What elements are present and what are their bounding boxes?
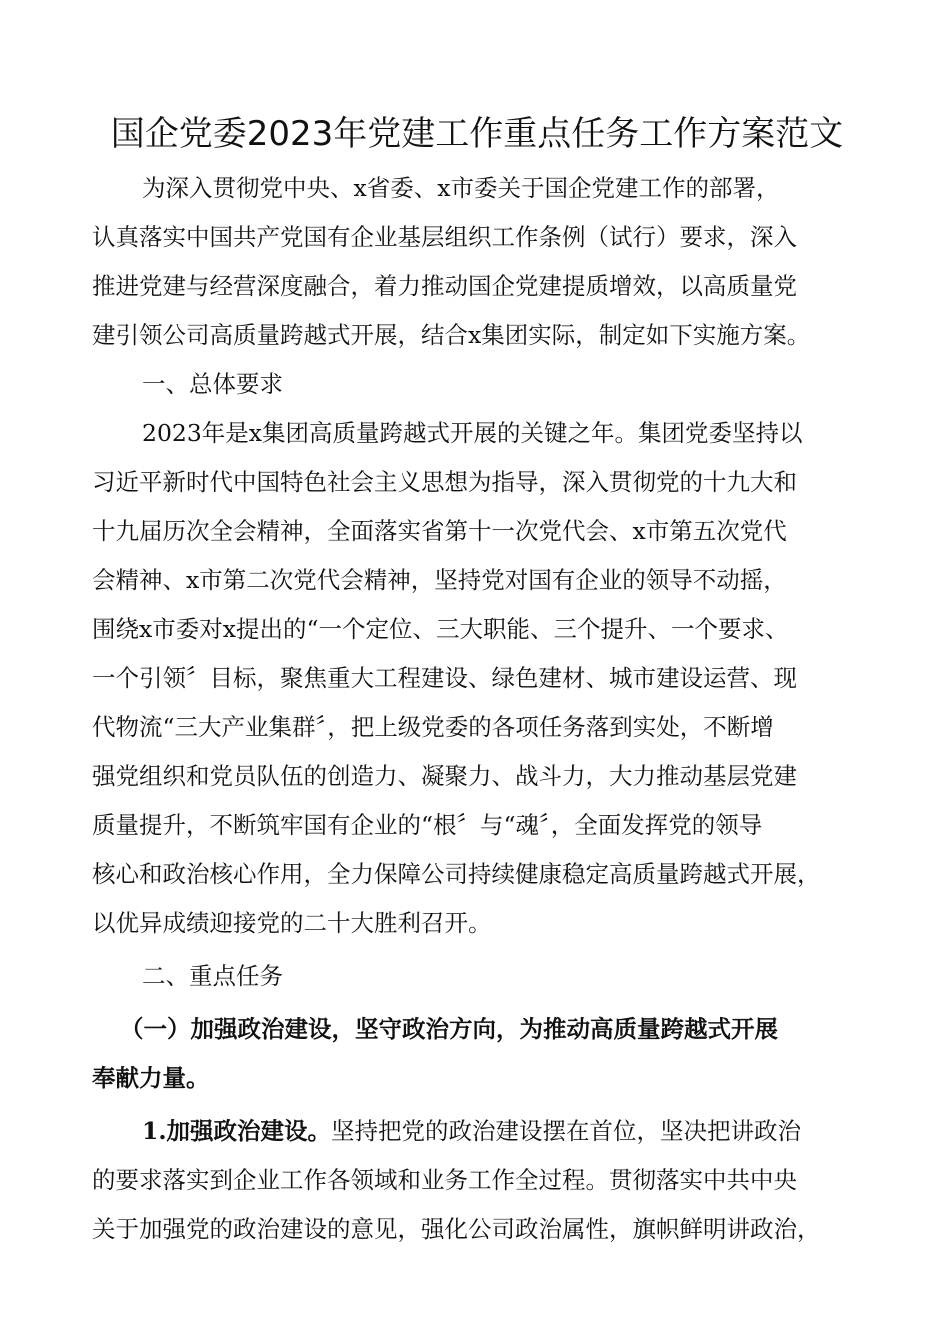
subsection-heading: （一）加强政治建设，坚守政治方向，为推动高质量跨越式开展 <box>120 1015 778 1043</box>
intro-line: 为深入贯彻党中央、x省委、x市委关于国企党建工作的部署， <box>142 174 780 202</box>
paragraph-line: 核心和政治核心作用，全力保障公司持续健康稳定高质量跨越式开展， <box>92 860 821 888</box>
document-body <box>92 164 862 1254</box>
paragraph-line: 的要求落实到企业工作各领域和业务工作全过程。贯彻落实中共中央 <box>92 1166 797 1194</box>
item-label: 1.加强政治建设。 <box>142 1117 332 1145</box>
paragraph-line: 一个引领〞目标，聚焦重大工程建设、绿色建材、城市建设运营、现 <box>92 664 797 692</box>
paragraph-line: 围绕x市委对x提出的“一个定位、三大职能、三个提升、一个要求、 <box>92 615 789 643</box>
paragraph-line: 以优异成绩迎接党的二十大胜利召开。 <box>92 909 492 937</box>
paragraph-line: 质量提升，不断筑牢国有企业的“根〞与“魂〞，全面发挥党的领导 <box>92 811 763 839</box>
subsection-heading-cont: 奉献力量。 <box>92 1064 210 1092</box>
paragraph-line: 2023年是x集团高质量跨越式开展的关键之年。集团党委坚持以 <box>142 419 803 447</box>
intro-line: 认真落实中国共产党国有企业基层组织工作条例（试行）要求，深入 <box>92 223 797 251</box>
intro-line: 建引领公司高质量跨越式开展，结合x集团实际，制定如下实施方案。 <box>92 321 811 349</box>
item-text: 坚持把党的政治建设摆在首位，坚决把讲政治 <box>331 1117 802 1145</box>
document-title: 国企党委2023年党建工作重点任务工作方案范文 <box>110 114 844 154</box>
paragraph-line: 代物流“三大产业集群〞，把上级党委的各项任务落到实处，不断增 <box>92 713 774 741</box>
section-heading-key-tasks: 二、重点任务 <box>142 962 283 990</box>
paragraph-line: 十九届历次全会精神，全面落实省第十一次党代会、x市第五次党代 <box>92 517 787 545</box>
paragraph-line: 强党组织和党员队伍的创造力、凝聚力、战斗力，大力推动基层党建 <box>92 762 797 790</box>
section-heading-overall-requirements: 一、总体要求 <box>142 370 283 398</box>
item-first-line <box>92 1107 862 1156</box>
paragraph-line: 会精神、x市第二次党代会精神，坚持党对国有企业的领导不动摇， <box>92 566 787 594</box>
paragraph-line: 习近平新时代中国特色社会主义思想为指导，深入贯彻党的十九大和 <box>92 468 797 496</box>
intro-line: 推进党建与经营深度融合，着力推动国企党建提质增效，以高质量党 <box>92 272 797 300</box>
paragraph-line: 关于加强党的政治建设的意见，强化公司政治属性，旗帜鲜明讲政治， <box>92 1215 821 1243</box>
